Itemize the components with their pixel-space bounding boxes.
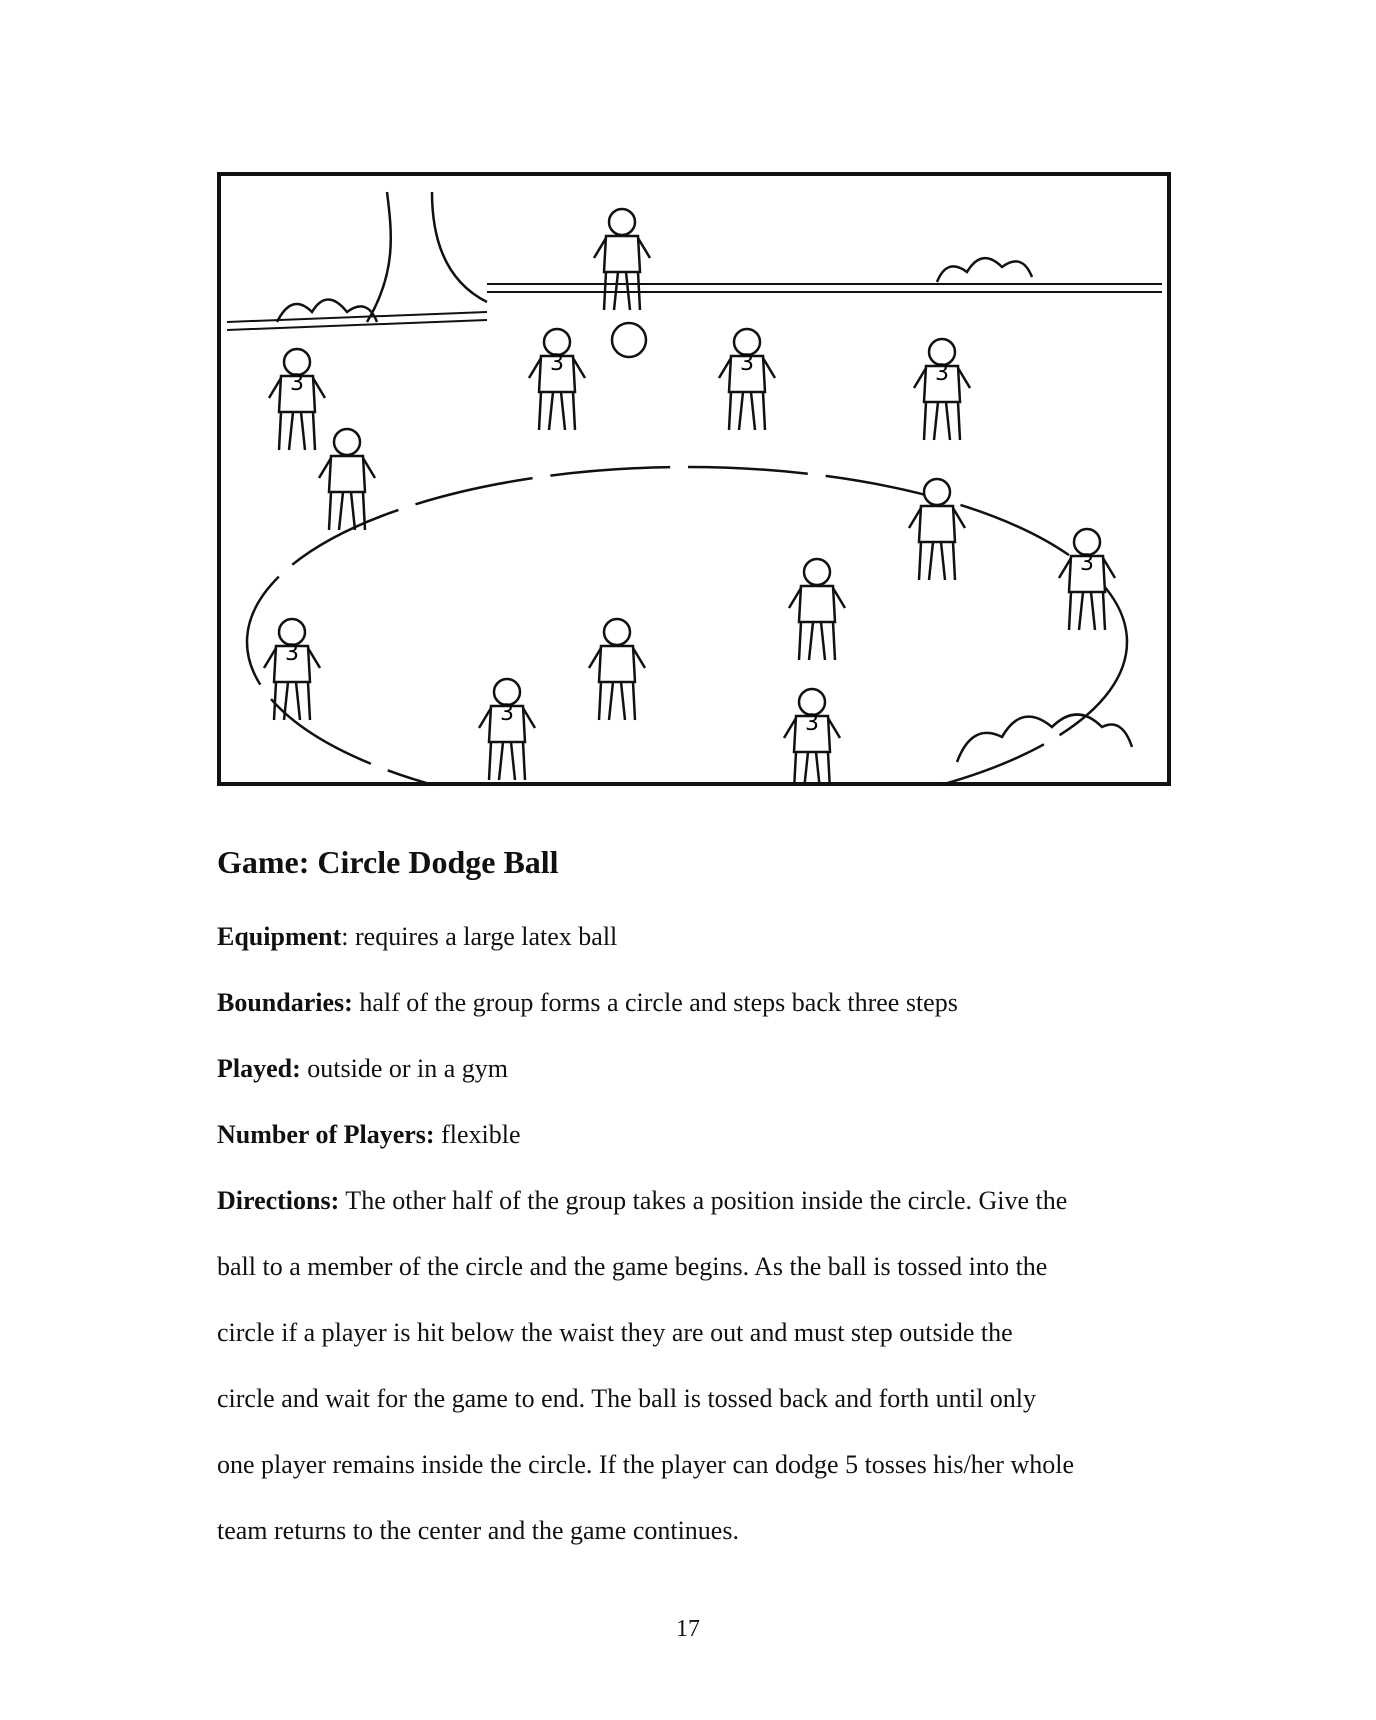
page-number: 17 [676, 1616, 700, 1642]
directions-line: circle if a player is hit below the waist they are out and must step outside the [217, 1318, 1013, 1347]
illustration-drawing [217, 172, 1171, 786]
jersey-number: 3 [805, 711, 819, 736]
jersey-number: 3 [935, 361, 949, 386]
players-value: flexible [434, 1120, 521, 1149]
boundaries-value: half of the group forms a circle and steps back three steps [352, 988, 958, 1017]
directions-line: circle and wait for the game to end. The ball is tossed back and forth until only [217, 1384, 1037, 1413]
players-row [217, 1120, 521, 1150]
directions-line [217, 1186, 1067, 1216]
illustration-circle-dodge-ball [217, 172, 1171, 786]
boundaries-row [217, 988, 958, 1018]
equipment-value: requires a large latex ball [348, 922, 618, 951]
jersey-number: 3 [290, 371, 304, 396]
jersey-number: 3 [740, 351, 754, 376]
boundaries-label: Boundaries: [217, 988, 353, 1017]
played-value: outside or in a gym [300, 1054, 509, 1083]
directions-label: Directions: [217, 1186, 340, 1215]
played-row [217, 1054, 508, 1084]
game-title: Game: Circle Dodge Ball [217, 844, 559, 880]
played-label: Played: [217, 1054, 301, 1083]
jersey-number: 3 [1080, 551, 1094, 576]
jersey-number: 3 [285, 641, 299, 666]
players-label: Number of Players: [217, 1120, 435, 1149]
equipment-label: Equipment [217, 922, 342, 951]
equipment-sep: : [341, 922, 349, 951]
jersey-number: 3 [500, 701, 514, 726]
jersey-number: 3 [550, 351, 564, 376]
directions-line: ball to a member of the circle and the game begins. As the ball is tossed into the [217, 1252, 1048, 1281]
directions-line: one player remains inside the circle. If the player can dodge 5 tosses his/her whole [217, 1450, 1074, 1479]
directions-line: team returns to the center and the game continues. [217, 1516, 739, 1545]
directions-text: The other half of the group takes a position inside the circle. Give the [339, 1186, 1068, 1215]
equipment-row [217, 922, 617, 952]
